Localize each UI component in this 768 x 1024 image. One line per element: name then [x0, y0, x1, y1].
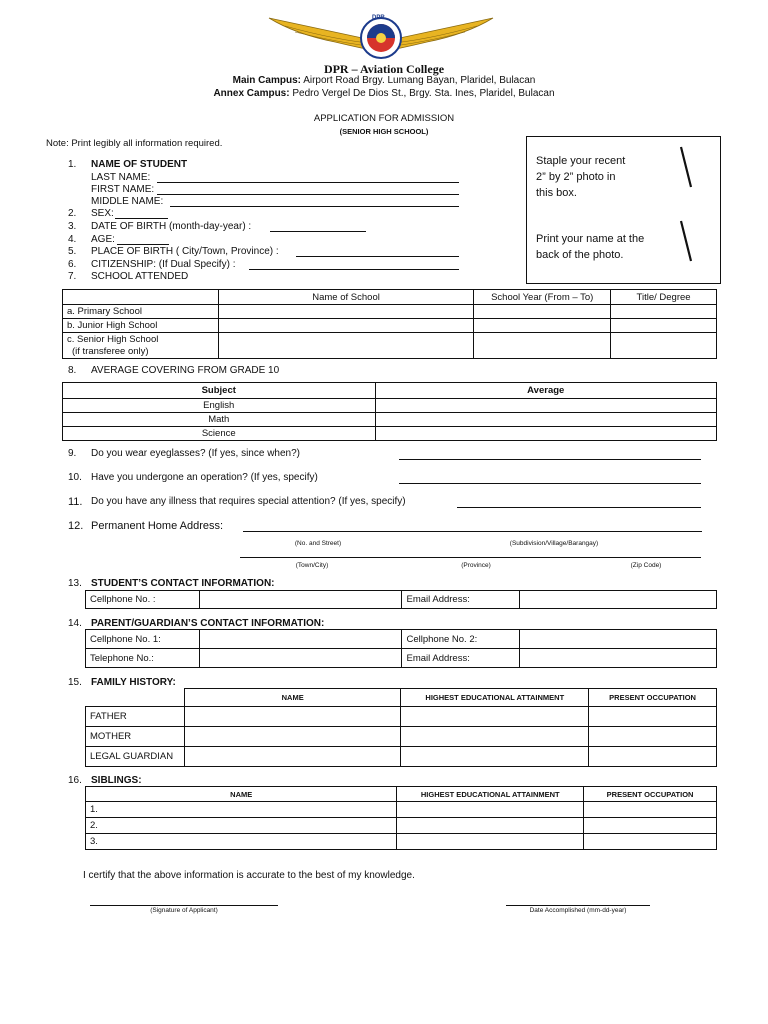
guardian-cellphone1-field[interactable] — [199, 630, 402, 649]
citizenship-field[interactable] — [249, 269, 459, 270]
family-occupation-cell[interactable] — [589, 727, 717, 747]
school-row-senior-sub: (if transferee only) — [72, 345, 149, 357]
family-name-cell[interactable] — [184, 707, 401, 727]
item-num-4: 4. — [68, 234, 77, 245]
item-num-9: 9. — [68, 448, 77, 459]
item-num-8: 8. — [68, 365, 77, 376]
family-header-name: NAME — [184, 689, 401, 707]
address-sub-town: (Town/City) — [295, 562, 329, 569]
main-campus-address: Airport Road Brgy. Lumang Bayan, Plaridel, Bulacan — [303, 75, 536, 86]
guardian-contact-table — [85, 629, 717, 668]
subject-english: English — [63, 399, 376, 413]
school-name-cell[interactable] — [218, 319, 474, 333]
sibling-education-cell[interactable] — [397, 802, 584, 818]
school-name-cell[interactable] — [218, 305, 474, 319]
average-label: AVERAGE COVERING FROM GRADE 10 — [91, 365, 280, 376]
school-year-cell[interactable] — [474, 333, 611, 359]
school-row-senior-label: c. Senior High School — [67, 333, 159, 345]
family-name-cell[interactable] — [184, 727, 401, 747]
item-num-14: 14. — [68, 618, 82, 629]
item-num-6: 6. — [68, 259, 77, 270]
address-sub-street: (No. and Street) — [294, 540, 342, 547]
sibling-education-cell[interactable] — [397, 818, 584, 834]
school-table-header-blank — [63, 290, 219, 305]
average-header-subject: Subject — [63, 383, 376, 399]
address-line-2[interactable] — [240, 557, 701, 558]
family-occupation-cell[interactable] — [589, 747, 717, 767]
item-num-13: 13. — [68, 578, 82, 589]
signature-line[interactable] — [90, 905, 278, 906]
photo-line-4: Print your name at the — [536, 233, 645, 245]
question-eyeglasses: Do you wear eyeglasses? (If yes, since when?) — [91, 448, 300, 459]
first-name-label: FIRST NAME: — [91, 184, 155, 195]
student-cellphone-label: Cellphone No. : — [86, 591, 200, 609]
siblings-header-occupation: PRESENT OCCUPATION — [584, 787, 717, 802]
sibling-occupation-cell[interactable] — [584, 834, 717, 850]
siblings-label: SIBLINGS: — [91, 775, 142, 786]
staple-mark-bottom — [677, 219, 697, 265]
main-campus-label: Main Campus: — [232, 75, 301, 86]
school-row-senior — [63, 333, 219, 359]
middle-name-field[interactable] — [170, 206, 459, 207]
eyeglasses-field[interactable] — [399, 459, 701, 460]
family-history-label: FAMILY HISTORY: — [91, 677, 176, 688]
item-num-12: 12. — [68, 520, 84, 532]
school-degree-cell[interactable] — [611, 319, 717, 333]
college-name: DPR – Aviation College — [323, 62, 445, 76]
guardian-contact-label: PARENT/GUARDIAN’S CONTACT INFORMATION: — [91, 618, 325, 629]
last-name-field[interactable] — [157, 182, 459, 183]
student-email-field[interactable] — [520, 591, 717, 609]
date-line[interactable] — [506, 905, 650, 906]
age-field[interactable] — [117, 244, 169, 245]
note: Note: Print legibly all information required. — [46, 138, 223, 149]
operation-field[interactable] — [399, 483, 701, 484]
family-education-cell[interactable] — [401, 707, 589, 727]
family-header-occupation: PRESENT OCCUPATION — [589, 689, 717, 707]
family-occupation-cell[interactable] — [589, 707, 717, 727]
sibling-row-2[interactable]: 2. — [86, 818, 397, 834]
family-history-table — [85, 688, 717, 767]
photo-line-3: this box. — [536, 187, 577, 199]
subject-science: Science — [63, 427, 376, 441]
family-row-guardian: LEGAL GUARDIAN — [86, 747, 185, 767]
annex-campus-address: Pedro Vergel De Dios St., Brgy. Sta. Ines, Plaridel, Bulacan — [292, 88, 555, 99]
siblings-header-name: NAME — [86, 787, 397, 802]
sex-label: SEX: — [91, 208, 114, 219]
family-row-mother: MOTHER — [86, 727, 185, 747]
item-num-10: 10. — [68, 472, 82, 483]
item-num-1: 1. — [68, 159, 77, 170]
question-illness: Do you have any illness that requires special attention? (If yes, specify) — [91, 496, 406, 507]
address-sub-province: (Province) — [461, 562, 491, 569]
item-num-16: 16. — [68, 775, 82, 786]
guardian-telephone-field[interactable] — [199, 649, 402, 668]
family-education-cell[interactable] — [401, 727, 589, 747]
sibling-occupation-cell[interactable] — [584, 818, 717, 834]
item-num-7: 7. — [68, 271, 77, 282]
annex-campus — [0, 88, 768, 99]
school-row-primary: a. Primary School — [63, 305, 219, 319]
guardian-cellphone1-label: Cellphone No. 1: — [86, 630, 200, 649]
average-header-average: Average — [375, 383, 716, 399]
pob-label: PLACE OF BIRTH ( City/Town, Province) : — [91, 246, 279, 257]
family-header-blank — [86, 689, 185, 707]
item-num-15: 15. — [68, 677, 82, 688]
form-subtitle: (SENIOR HIGH SCHOOL) — [339, 127, 429, 136]
student-email-label: Email Address: — [402, 591, 520, 609]
family-name-cell[interactable] — [184, 747, 401, 767]
sex-field[interactable] — [115, 218, 168, 219]
school-table — [62, 289, 717, 359]
sibling-row-3[interactable]: 3. — [86, 834, 397, 850]
guardian-email-label: Email Address: — [402, 649, 520, 668]
middle-name-label: MIDDLE NAME: — [91, 196, 164, 207]
age-label: AGE: — [91, 234, 115, 245]
sibling-row-1[interactable]: 1. — [86, 802, 397, 818]
average-cell[interactable] — [375, 399, 716, 413]
subject-math: Math — [63, 413, 376, 427]
school-year-cell[interactable] — [474, 319, 611, 333]
siblings-table — [85, 786, 717, 850]
family-header-education: HIGHEST EDUCATIONAL ATTAINMENT — [401, 689, 589, 707]
photo-line-2: 2” by 2” photo in — [536, 171, 616, 183]
certify-statement: I certify that the above information is accurate to the best of my knowledge. — [83, 870, 415, 881]
main-campus — [0, 75, 768, 86]
guardian-cellphone2-label: Cellphone No. 2: — [402, 630, 520, 649]
photo-line-1: Staple your recent — [536, 155, 626, 167]
staple-mark-top — [677, 145, 697, 191]
school-degree-cell[interactable] — [611, 333, 717, 359]
average-table — [62, 382, 717, 441]
school-table-header-year: School Year (From – To) — [474, 290, 611, 305]
family-row-father: FATHER — [86, 707, 185, 727]
last-name-label: LAST NAME: — [91, 172, 151, 183]
logo-text: DPR — [372, 15, 385, 21]
school-attended-label: SCHOOL ATTENDED — [91, 271, 189, 282]
sibling-education-cell[interactable] — [397, 834, 584, 850]
school-degree-cell[interactable] — [611, 305, 717, 319]
school-year-cell[interactable] — [474, 305, 611, 319]
photo-line-5: back of the photo. — [536, 249, 624, 261]
item-num-11: 11. — [68, 496, 83, 508]
student-cellphone-field[interactable] — [199, 591, 402, 609]
address-sub-barangay: (Subdivision/Village/Barangay) — [509, 540, 599, 547]
school-row-junior: b. Junior High School — [63, 319, 219, 333]
address-label: Permanent Home Address: — [91, 520, 224, 532]
sibling-occupation-cell[interactable] — [584, 802, 717, 818]
illness-field[interactable] — [457, 507, 701, 508]
siblings-header-education: HIGHEST EDUCATIONAL ATTAINMENT — [397, 787, 584, 802]
average-cell[interactable] — [375, 427, 716, 441]
guardian-telephone-label: Telephone No.: — [86, 649, 200, 668]
school-table-header-name: Name of School — [218, 290, 474, 305]
school-table-header-degree: Title/ Degree — [611, 290, 717, 305]
form-title: APPLICATION FOR ADMISSION — [313, 113, 455, 124]
item-num-5: 5. — [68, 246, 77, 257]
student-contact-label: STUDENT’S CONTACT INFORMATION: — [91, 578, 275, 589]
address-sub-zip: (Zip Code) — [630, 562, 662, 569]
pob-field[interactable] — [296, 256, 459, 257]
citizenship-label: CITIZENSHIP: (If Dual Specify) : — [91, 259, 236, 270]
college-logo — [265, 12, 497, 62]
dob-label: DATE OF BIRTH (month-day-year) : — [91, 221, 252, 232]
question-operation: Have you undergone an operation? (If yes, specify) — [91, 472, 318, 483]
first-name-field[interactable] — [157, 194, 459, 195]
item-num-2: 2. — [68, 208, 77, 219]
signature-label: (Signature of Applicant) — [150, 907, 218, 914]
annex-campus-label: Annex Campus: — [213, 88, 290, 99]
photo-box — [526, 136, 721, 284]
guardian-cellphone2-field[interactable] — [520, 630, 717, 649]
average-cell[interactable] — [375, 413, 716, 427]
item-num-3: 3. — [68, 221, 77, 232]
student-contact-table — [85, 590, 717, 609]
address-line-1[interactable] — [243, 531, 702, 532]
guardian-email-field[interactable] — [520, 649, 717, 668]
date-label: Date Accomplished (mm-dd-year) — [529, 907, 627, 914]
name-of-student-label: NAME OF STUDENT — [91, 159, 188, 170]
family-education-cell[interactable] — [401, 747, 589, 767]
dob-field[interactable] — [270, 231, 366, 232]
school-name-cell[interactable] — [218, 333, 474, 359]
